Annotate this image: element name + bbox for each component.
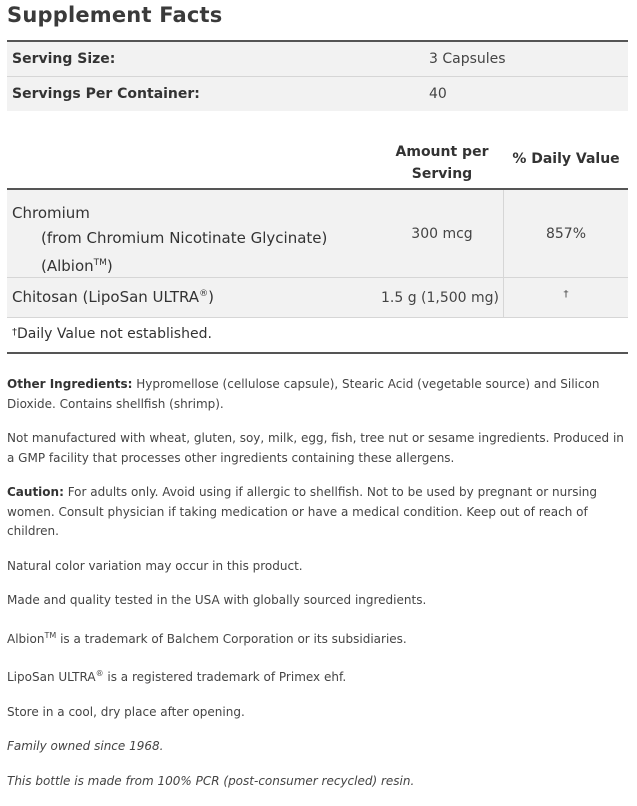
liposan-trademark-note — [7, 664, 627, 688]
registered-mark: ® — [199, 289, 209, 299]
servings-per-container-label: Servings Per Container: — [12, 86, 200, 102]
ingredient-row-chitosan — [7, 278, 628, 317]
liposan-name: LipoSan ULTRA — [7, 670, 96, 684]
ingredient-row-chromium — [7, 190, 628, 277]
ingredient-daily-value: 857% — [545, 226, 587, 242]
pcr-bottle-note: This bottle is made from 100% PCR (post-consumer recycled) resin. — [7, 773, 415, 788]
made-in-usa-note: Made and quality tested in the USA with globally sourced ingredients. — [7, 593, 427, 607]
other-ingredients-label: Other Ingredients: — [7, 377, 133, 391]
bottom-rule — [7, 352, 628, 354]
storage-note: Store in a cool, dry place after opening. — [7, 704, 245, 719]
ingredient-source: (from Chromium Nicotinate Glycinate) — [41, 229, 328, 247]
caution-text: For adults only. Avoid using if allergic to shellfish. Not to be used by pregnant or nursing women. Consult physician if taking medication or have a medical condition. Keep out of reach of children. — [7, 485, 598, 538]
ingredient-daily-value: † — [563, 289, 569, 300]
brand-close: ) — [106, 257, 113, 275]
ingredient-name-main: Chitosan (LipoSan ULTRA — [12, 288, 200, 306]
albion-trademark-text: is a trademark of Balchem Corporation or its subsidiaries. — [56, 631, 407, 646]
caution-statement — [7, 483, 627, 542]
other-ingredients — [7, 375, 627, 414]
caution-label: Caution: — [7, 485, 64, 499]
registered-mark: ® — [95, 669, 104, 678]
footnote-row — [7, 318, 628, 352]
other-ingredients-text: Hypromellose (cellulose capsule), Stearic Acid (vegetable source) and Silicon Dioxide. Contains shellfish (shrimp). — [7, 377, 600, 411]
amount-header-line1: Amount per — [395, 144, 489, 160]
ingredient-name — [12, 288, 214, 306]
page-title: Supplement Facts — [7, 3, 223, 27]
ingredient-name-main: Chromium — [12, 204, 90, 222]
ingredient-brand — [12, 251, 327, 279]
liposan-trademark-text: is a registered trademark of Primex ehf. — [103, 670, 347, 684]
product-notes — [7, 375, 627, 806]
serving-size-value: 3 Capsules — [429, 51, 506, 67]
allergen-statement: Not manufactured with wheat, gluten, soy, milk, egg, fish, tree nut or sesame ingredients. Produced in a GMP facility that processes other ingredients containing these allergens. — [7, 431, 624, 465]
column-header-row — [7, 111, 628, 188]
servings-per-container-row — [7, 77, 628, 111]
color-variation-note: Natural color variation may occur in this product. — [7, 558, 303, 573]
ingredient-amount: 1.5 g (1,500 mg) — [380, 290, 500, 306]
trademark-mark: TM — [93, 258, 107, 268]
dagger-symbol: † — [12, 327, 17, 338]
ingredient-amount: 300 mcg — [411, 226, 473, 242]
daily-value-header: % Daily Value — [512, 151, 620, 167]
albion-name: Albion — [7, 631, 45, 646]
amount-header-line2: Serving — [411, 166, 473, 182]
trademark-mark: TM — [44, 630, 57, 640]
ingredient-name-close: ) — [208, 288, 214, 306]
servings-per-container-value: 40 — [429, 86, 447, 102]
footnote — [12, 326, 212, 342]
footnote-text: Daily Value not established. — [17, 326, 212, 342]
family-owned-note: Family owned since 1968. — [7, 739, 164, 753]
ingredient-name — [12, 201, 327, 279]
serving-size-label: Serving Size: — [12, 51, 116, 67]
amount-per-serving-header — [387, 141, 497, 185]
supplement-facts-table — [7, 40, 628, 354]
serving-size-row — [7, 42, 628, 76]
albion-trademark-note — [7, 626, 627, 650]
brand-name: (Albion — [41, 257, 94, 275]
